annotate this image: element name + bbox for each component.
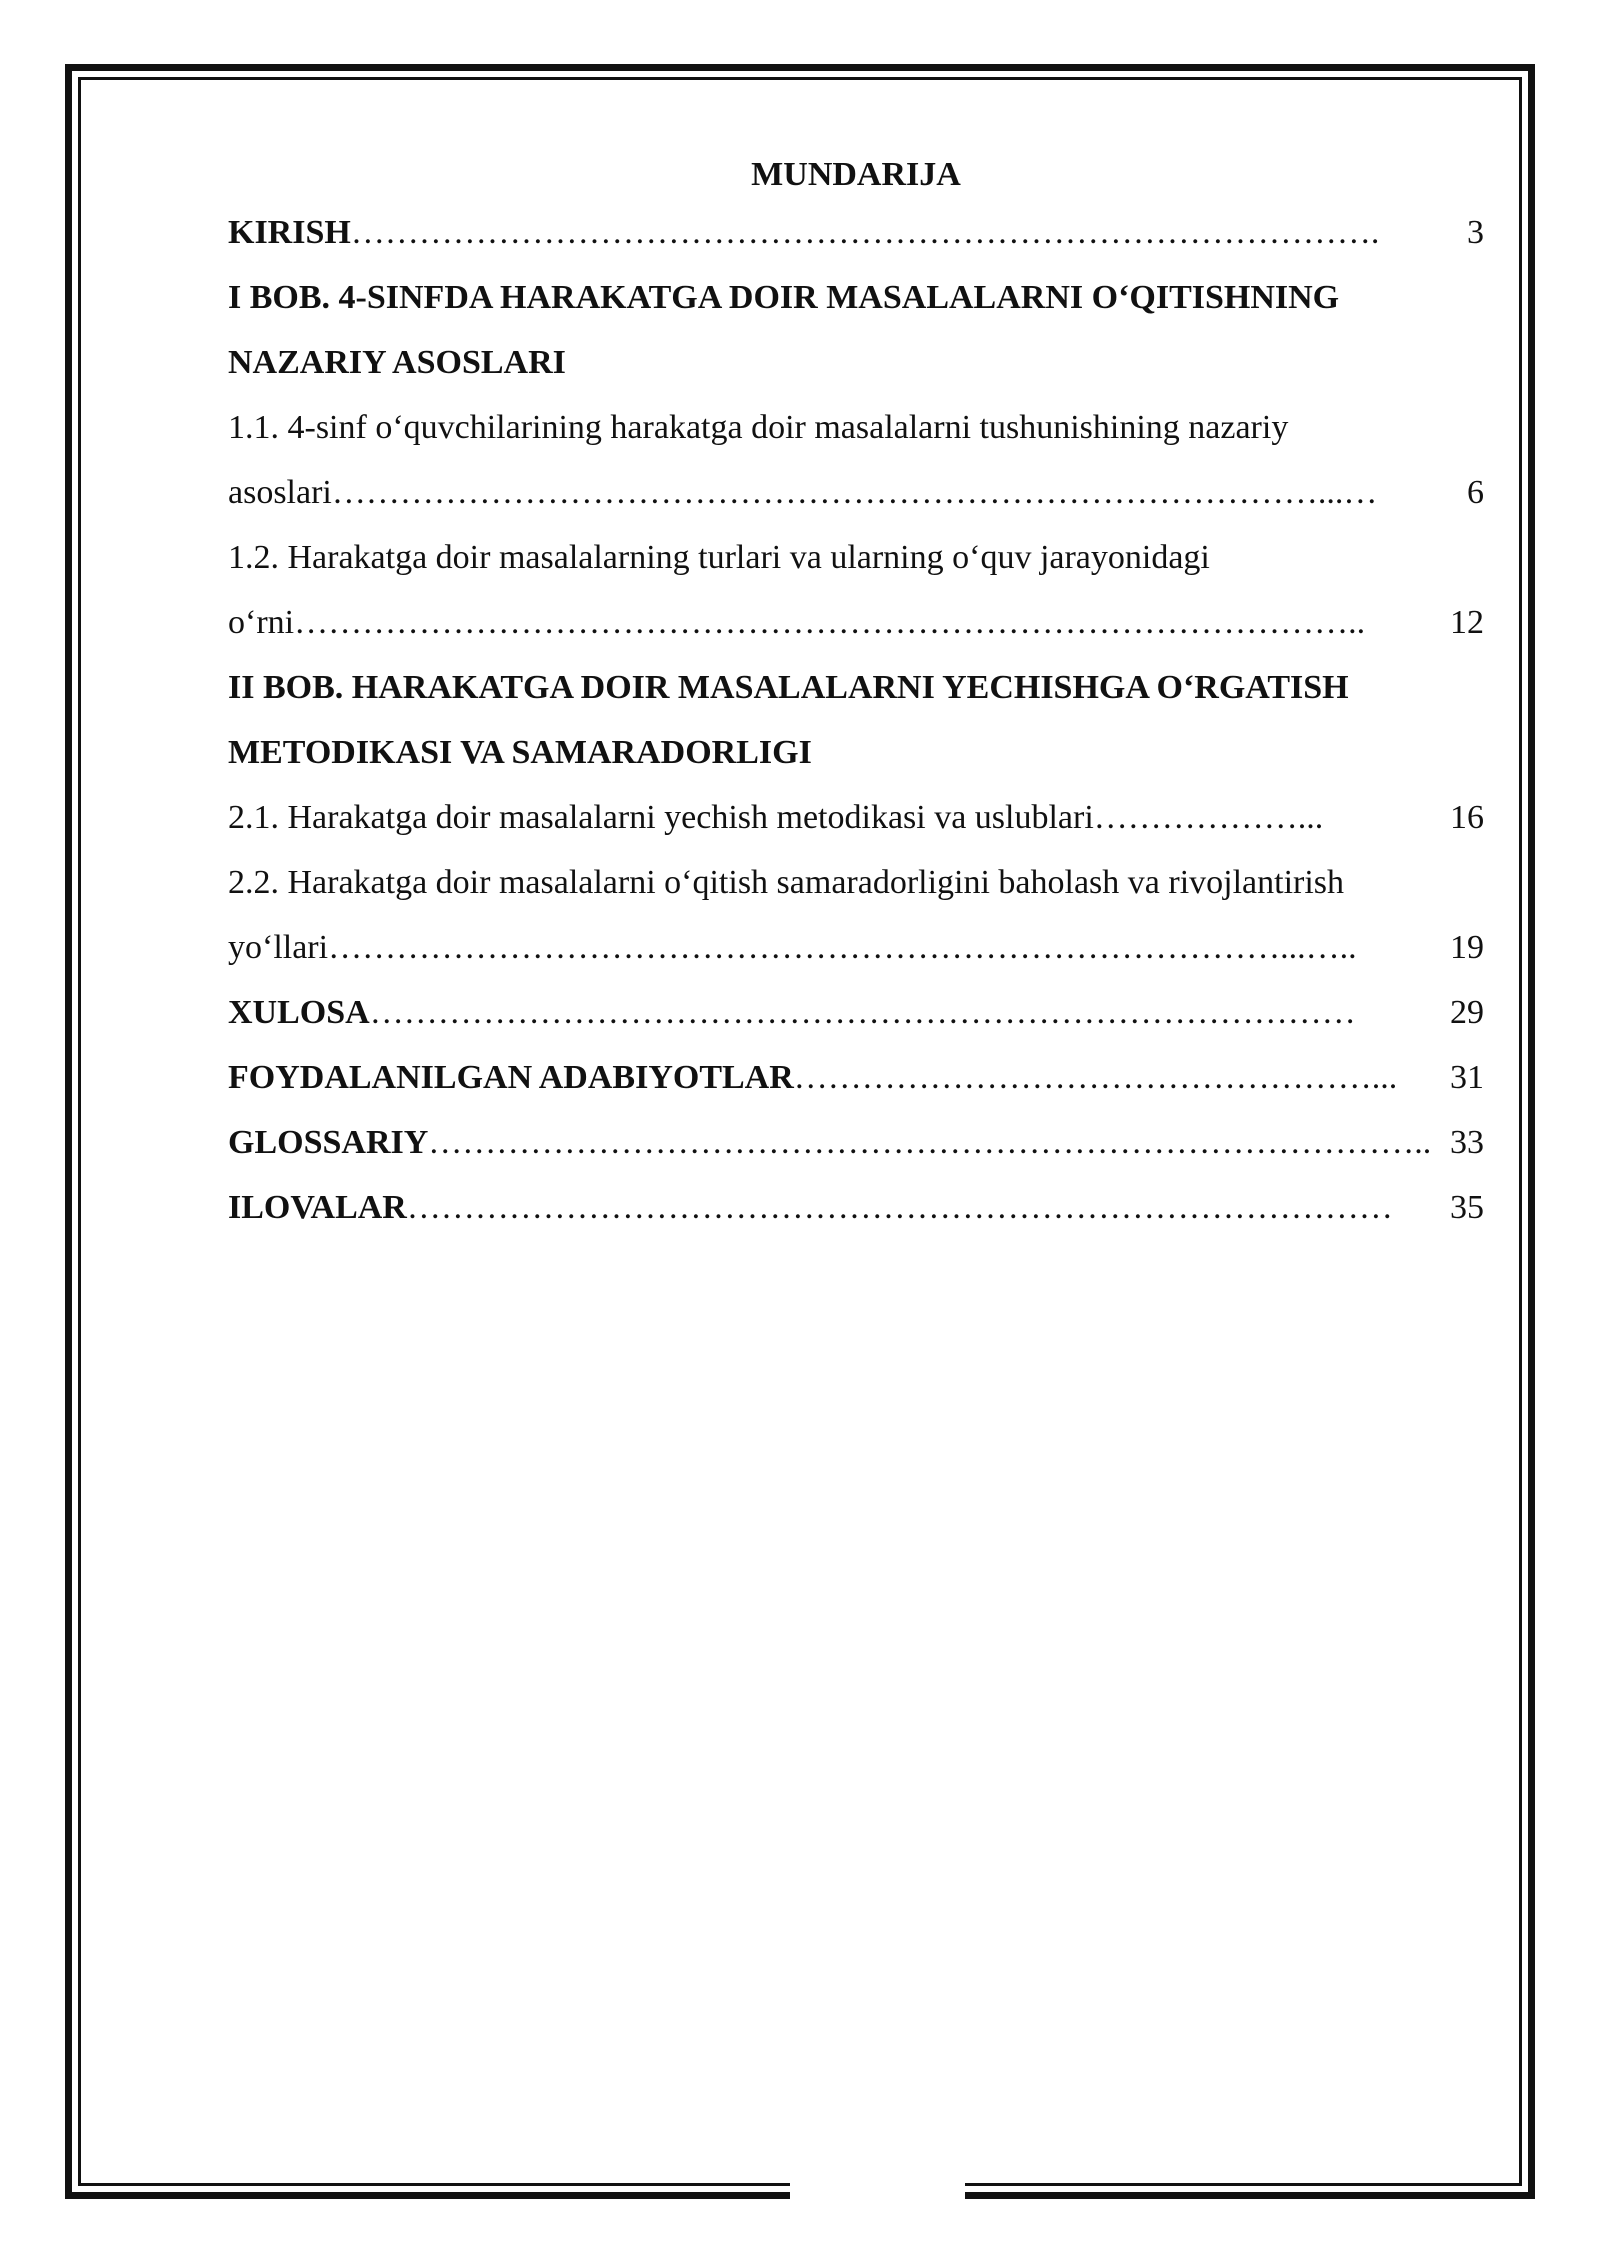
toc-entry xyxy=(228,330,1484,395)
toc-dot-leader: …………………………………………………………………………...….. xyxy=(328,929,1357,966)
toc-dot-leader: …………………………………………………………………………….. xyxy=(428,1124,1432,1161)
toc-entry-label: 2.2. Harakatga doir masalalarni o‘qitish samaradorligini baholash va rivojlantirish xyxy=(228,864,1345,901)
toc-entry-label: yo‘llari xyxy=(228,929,329,966)
toc-dot-leader: ………………... xyxy=(1093,799,1324,836)
toc-entry-label: GLOSSARIY xyxy=(228,1124,429,1161)
bottom-border-gap xyxy=(790,2180,965,2210)
toc-entry xyxy=(228,1045,1484,1110)
toc-page-number: 29 xyxy=(1450,994,1484,1031)
toc-entry xyxy=(228,590,1484,655)
toc-entry-label: ILOVALAR xyxy=(228,1189,407,1226)
toc-page-number: 35 xyxy=(1450,1189,1484,1226)
toc-page-number: 16 xyxy=(1450,799,1484,836)
toc-dot-leader: ……………………………………………... xyxy=(793,1059,1398,1096)
toc-page-number: 33 xyxy=(1450,1124,1484,1161)
toc-dot-leader: ……………………………………………………………………………...… xyxy=(331,474,1378,511)
toc-entry-label: METODIKASI VA SAMARADORLIGI xyxy=(228,734,812,771)
toc-dot-leader: ………………………………………………………………………………….. xyxy=(294,604,1366,641)
toc-dot-leader: ………………………………………………………………………………. xyxy=(350,214,1380,251)
toc-entry xyxy=(228,525,1484,590)
toc-entry xyxy=(228,655,1484,720)
toc-entry-label: 1.1. 4-sinf o‘quvchilarining harakatga doir masalalarni tushunishining nazariy xyxy=(228,409,1289,446)
toc-entry-label: I BOB. 4-SINFDA HARAKATGA DOIR MASALALARNI O‘QITISHNING xyxy=(228,279,1340,316)
toc-page-number: 6 xyxy=(1467,474,1484,511)
toc-entry xyxy=(228,785,1484,850)
toc-page-number: 31 xyxy=(1450,1059,1484,1096)
toc-dot-leader: …………………………………………………………………………… xyxy=(369,994,1356,1031)
toc-entry xyxy=(228,460,1484,525)
toc-entry xyxy=(228,720,1484,785)
toc-entry-label: NAZARIY ASOSLARI xyxy=(228,344,566,381)
toc-title: MUNDARIJA xyxy=(751,156,961,193)
toc-entry-label: o‘rni xyxy=(228,604,295,641)
toc-entry xyxy=(228,200,1484,265)
toc-page-number: 19 xyxy=(1450,929,1484,966)
toc-entries xyxy=(228,200,1484,1240)
toc-entry-label: FOYDALANILGAN ADABIYOTLAR xyxy=(228,1059,794,1096)
toc-entry xyxy=(228,1110,1484,1175)
toc-entry xyxy=(228,980,1484,1045)
toc-entry-label: II BOB. HARAKATGA DOIR MASALALARNI YECHISHGA O‘RGATISH xyxy=(228,669,1349,706)
toc-entry-label: 2.1. Harakatga doir masalalarni yechish metodikasi va uslublari xyxy=(228,799,1094,836)
toc-entry xyxy=(228,395,1484,460)
toc-entry xyxy=(228,1175,1484,1240)
toc-dot-leader: …………………………………………………………………………… xyxy=(406,1189,1393,1226)
toc-entry-label: XULOSA xyxy=(228,994,370,1031)
toc-page-number: 12 xyxy=(1450,604,1484,641)
toc-entry-label: KIRISH xyxy=(228,214,351,251)
toc-entry xyxy=(228,915,1484,980)
toc-entry xyxy=(228,850,1484,915)
toc-entry-label: 1.2. Harakatga doir masalalarning turlari va ularning o‘quv jarayonidagi xyxy=(228,539,1210,576)
table-of-contents xyxy=(228,150,1484,1240)
toc-entry xyxy=(228,265,1484,330)
toc-page-number: 3 xyxy=(1467,214,1484,251)
toc-entry-label: asoslari xyxy=(228,474,332,511)
